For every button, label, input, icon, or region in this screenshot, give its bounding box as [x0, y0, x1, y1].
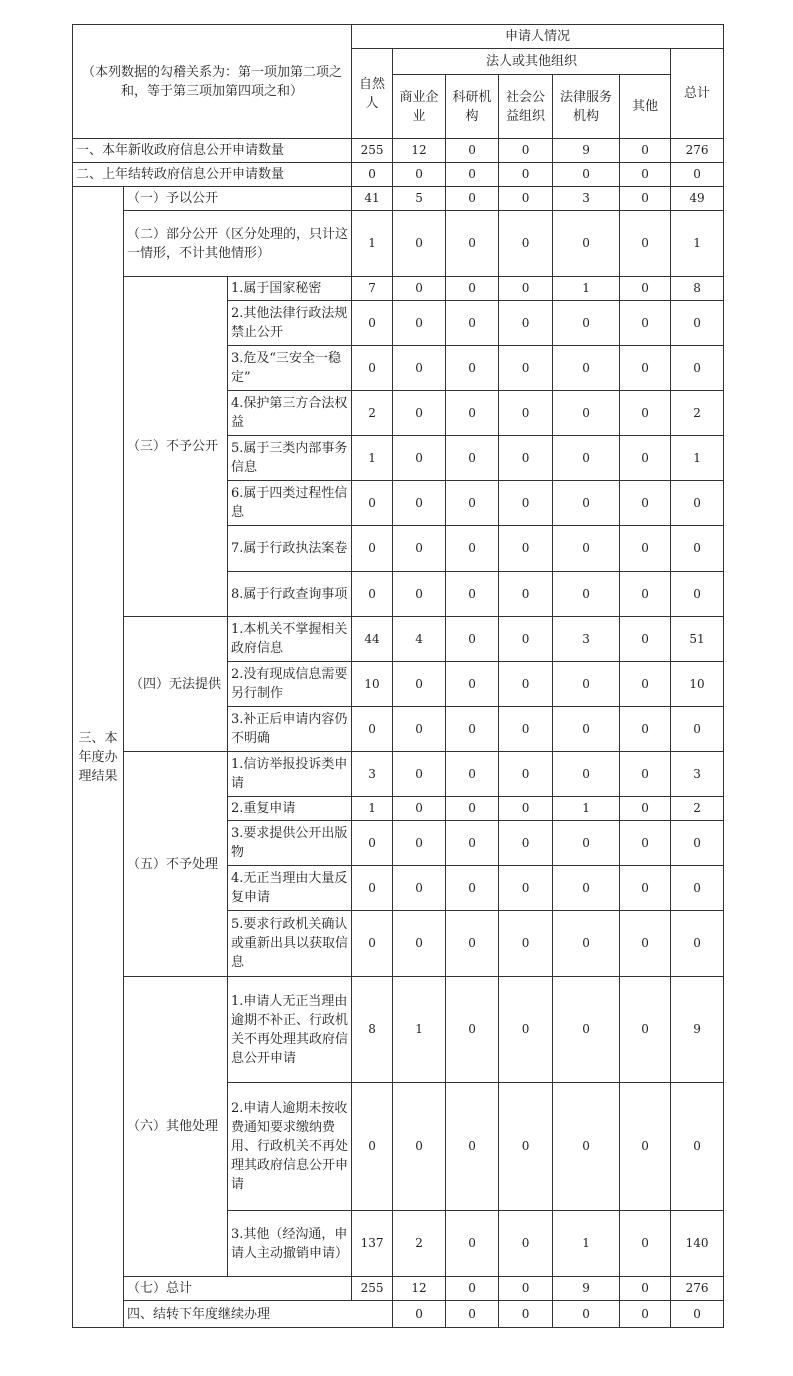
- cell: 0: [499, 617, 553, 662]
- row-label: 4.无正当理由大量反复申请: [228, 866, 352, 911]
- header-natural: 自然人: [352, 49, 393, 139]
- cell: 0: [446, 662, 499, 707]
- cell: 0: [499, 1301, 553, 1328]
- cell: 0: [671, 572, 724, 617]
- cell: 0: [671, 301, 724, 346]
- cell: 0: [671, 526, 724, 572]
- cell: 0: [620, 526, 671, 572]
- row-label: 2.重复申请: [228, 797, 352, 821]
- cell: 0: [499, 1277, 553, 1301]
- cell: 0: [620, 662, 671, 707]
- cell: 0: [446, 1211, 499, 1277]
- cell: 0: [393, 346, 446, 391]
- cell: 0: [393, 481, 446, 526]
- cell: 4: [393, 617, 446, 662]
- cell: 0: [671, 163, 724, 187]
- row-label: 2.其他法律行政法规禁止公开: [228, 301, 352, 346]
- cell: 1: [553, 1211, 620, 1277]
- group-label: （三）不予公开: [124, 277, 228, 617]
- table-row: [73, 139, 724, 163]
- cell: 0: [393, 1083, 446, 1211]
- group-label: （四）无法提供: [124, 617, 228, 752]
- cell: 10: [352, 662, 393, 707]
- cell: 51: [671, 617, 724, 662]
- cell: 0: [620, 572, 671, 617]
- header-applicant: 申请人情况: [352, 25, 724, 49]
- cell: 10: [671, 662, 724, 707]
- row-label: 1.信访举报投诉类申请: [228, 752, 352, 797]
- cell: 0: [620, 1211, 671, 1277]
- cell: 0: [446, 911, 499, 977]
- cell: 0: [553, 301, 620, 346]
- cell: 1: [671, 436, 724, 481]
- cell: 0: [553, 481, 620, 526]
- header-note: （本列数据的勾稽关系为：第一项加第二项之和，等于第三项加第四项之和）: [73, 25, 352, 139]
- cell: 0: [553, 211, 620, 277]
- cell: 0: [446, 572, 499, 617]
- cell: 0: [620, 481, 671, 526]
- cell: 0: [352, 301, 393, 346]
- cell: 0: [393, 911, 446, 977]
- cell: 0: [671, 1301, 724, 1328]
- cell: 0: [553, 977, 620, 1083]
- cell: 0: [499, 526, 553, 572]
- cell: 0: [352, 481, 393, 526]
- cell: 0: [499, 977, 553, 1083]
- cell: 0: [446, 211, 499, 277]
- cell: 0: [499, 1211, 553, 1277]
- cell: 12: [393, 139, 446, 163]
- row-label: 2.没有现成信息需要另行制作: [228, 662, 352, 707]
- cell: 1: [553, 797, 620, 821]
- cell: 8: [671, 277, 724, 301]
- cell: 137: [352, 1211, 393, 1277]
- cell: 0: [499, 163, 553, 187]
- group-label: （六）其他处理: [124, 977, 228, 1277]
- cell: 0: [671, 1083, 724, 1211]
- cell: 0: [620, 797, 671, 821]
- cell: 255: [352, 1277, 393, 1301]
- cell: 0: [620, 977, 671, 1083]
- cell: 0: [553, 1083, 620, 1211]
- cell: 0: [620, 1277, 671, 1301]
- cell: 0: [553, 911, 620, 977]
- cell: 0: [352, 707, 393, 752]
- cell: 0: [393, 211, 446, 277]
- cell: 0: [446, 436, 499, 481]
- cell: 0: [620, 391, 671, 436]
- cell: 0: [446, 866, 499, 911]
- cell: 3: [352, 752, 393, 797]
- row-label: 4.保护第三方合法权益: [228, 391, 352, 436]
- cell: 0: [553, 391, 620, 436]
- cell: 9: [553, 139, 620, 163]
- cell: 2: [352, 391, 393, 436]
- cell: 41: [352, 187, 393, 211]
- cell: 0: [446, 821, 499, 866]
- cell: 0: [393, 391, 446, 436]
- cell: 0: [446, 977, 499, 1083]
- cell: 0: [446, 797, 499, 821]
- cell: 49: [671, 187, 724, 211]
- header-legal-service: 法律服务机构: [553, 75, 620, 139]
- cell: 0: [393, 1301, 446, 1328]
- cell: 0: [553, 821, 620, 866]
- row-label: 3.补正后申请内容仍不明确: [228, 707, 352, 752]
- cell: 0: [446, 617, 499, 662]
- row-label: 7.属于行政执法案卷: [228, 526, 352, 572]
- row-label: 6.属于四类过程性信息: [228, 481, 352, 526]
- cell: 0: [352, 526, 393, 572]
- cell: 0: [620, 163, 671, 187]
- cell: 0: [393, 163, 446, 187]
- cell: 0: [393, 662, 446, 707]
- cell: 0: [446, 346, 499, 391]
- cell: 0: [620, 911, 671, 977]
- cell: 0: [446, 1301, 499, 1328]
- cell: 0: [620, 752, 671, 797]
- table-row: [73, 1301, 724, 1328]
- cell: 0: [553, 526, 620, 572]
- cell: 0: [393, 821, 446, 866]
- cell: 0: [446, 526, 499, 572]
- cell: 0: [499, 707, 553, 752]
- table-row: [73, 163, 724, 187]
- cell: 1: [352, 797, 393, 821]
- cell: 2: [671, 797, 724, 821]
- table-row: [73, 277, 724, 301]
- row-label: 一、本年新收政府信息公开申请数量: [73, 139, 352, 163]
- cell: 3: [553, 617, 620, 662]
- cell: 0: [446, 391, 499, 436]
- cell: 0: [352, 346, 393, 391]
- cell: 0: [671, 481, 724, 526]
- cell: 0: [671, 821, 724, 866]
- cell: 1: [671, 211, 724, 277]
- cell: 0: [499, 866, 553, 911]
- cell: 0: [620, 187, 671, 211]
- cell: 0: [393, 797, 446, 821]
- header-social: 社会公益组织: [499, 75, 553, 139]
- cell: 0: [671, 707, 724, 752]
- row-label: 二、上年结转政府信息公开申请数量: [73, 163, 352, 187]
- cell: 1: [553, 277, 620, 301]
- cell: 0: [499, 346, 553, 391]
- cell: 0: [553, 1301, 620, 1328]
- cell: 0: [499, 436, 553, 481]
- cell: 0: [620, 821, 671, 866]
- row-label: 3.要求提供公开出版物: [228, 821, 352, 866]
- cell: 0: [553, 752, 620, 797]
- cell: 0: [499, 1083, 553, 1211]
- cell: 0: [499, 752, 553, 797]
- cell: 0: [446, 277, 499, 301]
- cell: 0: [393, 707, 446, 752]
- cell: 8: [352, 977, 393, 1083]
- cell: 0: [671, 346, 724, 391]
- statistics-table: [72, 24, 724, 1328]
- row-label: 5.属于三类内部事务信息: [228, 436, 352, 481]
- cell: 1: [352, 436, 393, 481]
- table-row: [73, 1277, 724, 1301]
- cell: 0: [553, 346, 620, 391]
- cell: 0: [553, 572, 620, 617]
- cell: 0: [446, 1083, 499, 1211]
- cell: 0: [446, 752, 499, 797]
- cell: 0: [620, 211, 671, 277]
- cell: 0: [553, 163, 620, 187]
- row-label: （二）部分公开（区分处理的，只计这一情形，不计其他情形）: [124, 211, 352, 277]
- cell: 0: [620, 1083, 671, 1211]
- cell: 0: [393, 752, 446, 797]
- header-other: 其他: [620, 75, 671, 139]
- cell: 0: [620, 277, 671, 301]
- cell: 0: [352, 163, 393, 187]
- row-label: 1.本机关不掌握相关政府信息: [228, 617, 352, 662]
- cell: 0: [446, 139, 499, 163]
- header-research: 科研机构: [446, 75, 499, 139]
- cell: 0: [499, 187, 553, 211]
- table-row: [73, 617, 724, 662]
- cell: 9: [671, 977, 724, 1083]
- cell: 2: [671, 391, 724, 436]
- cell: 0: [352, 1083, 393, 1211]
- cell: 255: [352, 139, 393, 163]
- cell: 3: [671, 752, 724, 797]
- cell: 0: [671, 866, 724, 911]
- table-row: [73, 187, 724, 211]
- cell: 0: [620, 1301, 671, 1328]
- cell: 276: [671, 139, 724, 163]
- cell: 0: [553, 662, 620, 707]
- cell: 0: [620, 866, 671, 911]
- row-label: （七）总计: [124, 1277, 352, 1301]
- cell: 9: [553, 1277, 620, 1301]
- cell: 0: [446, 301, 499, 346]
- group-label: （五）不予处理: [124, 752, 228, 977]
- header-commercial: 商业企业: [393, 75, 446, 139]
- cell: 0: [553, 436, 620, 481]
- cell: 12: [393, 1277, 446, 1301]
- row-label: 3.危及“三安全一稳定”: [228, 346, 352, 391]
- cell: 1: [352, 211, 393, 277]
- cell: 0: [620, 301, 671, 346]
- section-label: 三、本年度办理结果: [73, 187, 124, 1328]
- cell: 0: [499, 481, 553, 526]
- cell: 44: [352, 617, 393, 662]
- cell: 0: [352, 866, 393, 911]
- cell: 0: [446, 187, 499, 211]
- cell: 0: [393, 301, 446, 346]
- row-label: （一）予以公开: [124, 187, 352, 211]
- cell: 276: [671, 1277, 724, 1301]
- cell: 140: [671, 1211, 724, 1277]
- cell: 0: [620, 436, 671, 481]
- cell: 0: [499, 797, 553, 821]
- row-label: 1.属于国家秘密: [228, 277, 352, 301]
- row-label: 8.属于行政查询事项: [228, 572, 352, 617]
- cell: 0: [446, 1277, 499, 1301]
- cell: 0: [499, 211, 553, 277]
- cell: 0: [553, 707, 620, 752]
- cell: 0: [499, 277, 553, 301]
- header-legal-group: 法人或其他组织: [393, 49, 671, 75]
- cell: 0: [393, 526, 446, 572]
- cell: 3: [553, 187, 620, 211]
- header-total: 总计: [671, 49, 724, 139]
- cell: 0: [671, 911, 724, 977]
- cell: 0: [620, 139, 671, 163]
- row-label: 2.申请人逾期未按收费通知要求缴纳费用、行政机关不再处理其政府信息公开申请: [228, 1083, 352, 1211]
- cell: 0: [499, 391, 553, 436]
- cell: 7: [352, 277, 393, 301]
- cell: 0: [393, 572, 446, 617]
- row-label: 5.要求行政机关确认或重新出具以获取信息: [228, 911, 352, 977]
- cell: 0: [393, 436, 446, 481]
- row-label: 四、结转下年度继续办理: [124, 1301, 393, 1328]
- cell: 0: [352, 911, 393, 977]
- cell: 0: [499, 911, 553, 977]
- cell: 5: [393, 187, 446, 211]
- cell: 0: [446, 707, 499, 752]
- cell: 0: [499, 572, 553, 617]
- cell: 0: [352, 572, 393, 617]
- row-label: 3.其他（经沟通，申请人主动撤销申请）: [228, 1211, 352, 1277]
- table-row: [73, 752, 724, 797]
- cell: 0: [620, 346, 671, 391]
- table-row: [73, 977, 724, 1083]
- table-row: [73, 211, 724, 277]
- cell: 0: [446, 481, 499, 526]
- cell: 0: [446, 163, 499, 187]
- cell: 1: [393, 977, 446, 1083]
- cell: 0: [553, 866, 620, 911]
- row-label: 1.申请人无正当理由逾期不补正、行政机关不再处理其政府信息公开申请: [228, 977, 352, 1083]
- cell: 0: [620, 617, 671, 662]
- cell: 0: [499, 821, 553, 866]
- cell: 0: [393, 277, 446, 301]
- cell: 0: [499, 301, 553, 346]
- cell: 0: [499, 139, 553, 163]
- cell: 0: [499, 662, 553, 707]
- cell: 2: [393, 1211, 446, 1277]
- cell: 0: [352, 821, 393, 866]
- cell: 0: [620, 707, 671, 752]
- cell: 0: [393, 866, 446, 911]
